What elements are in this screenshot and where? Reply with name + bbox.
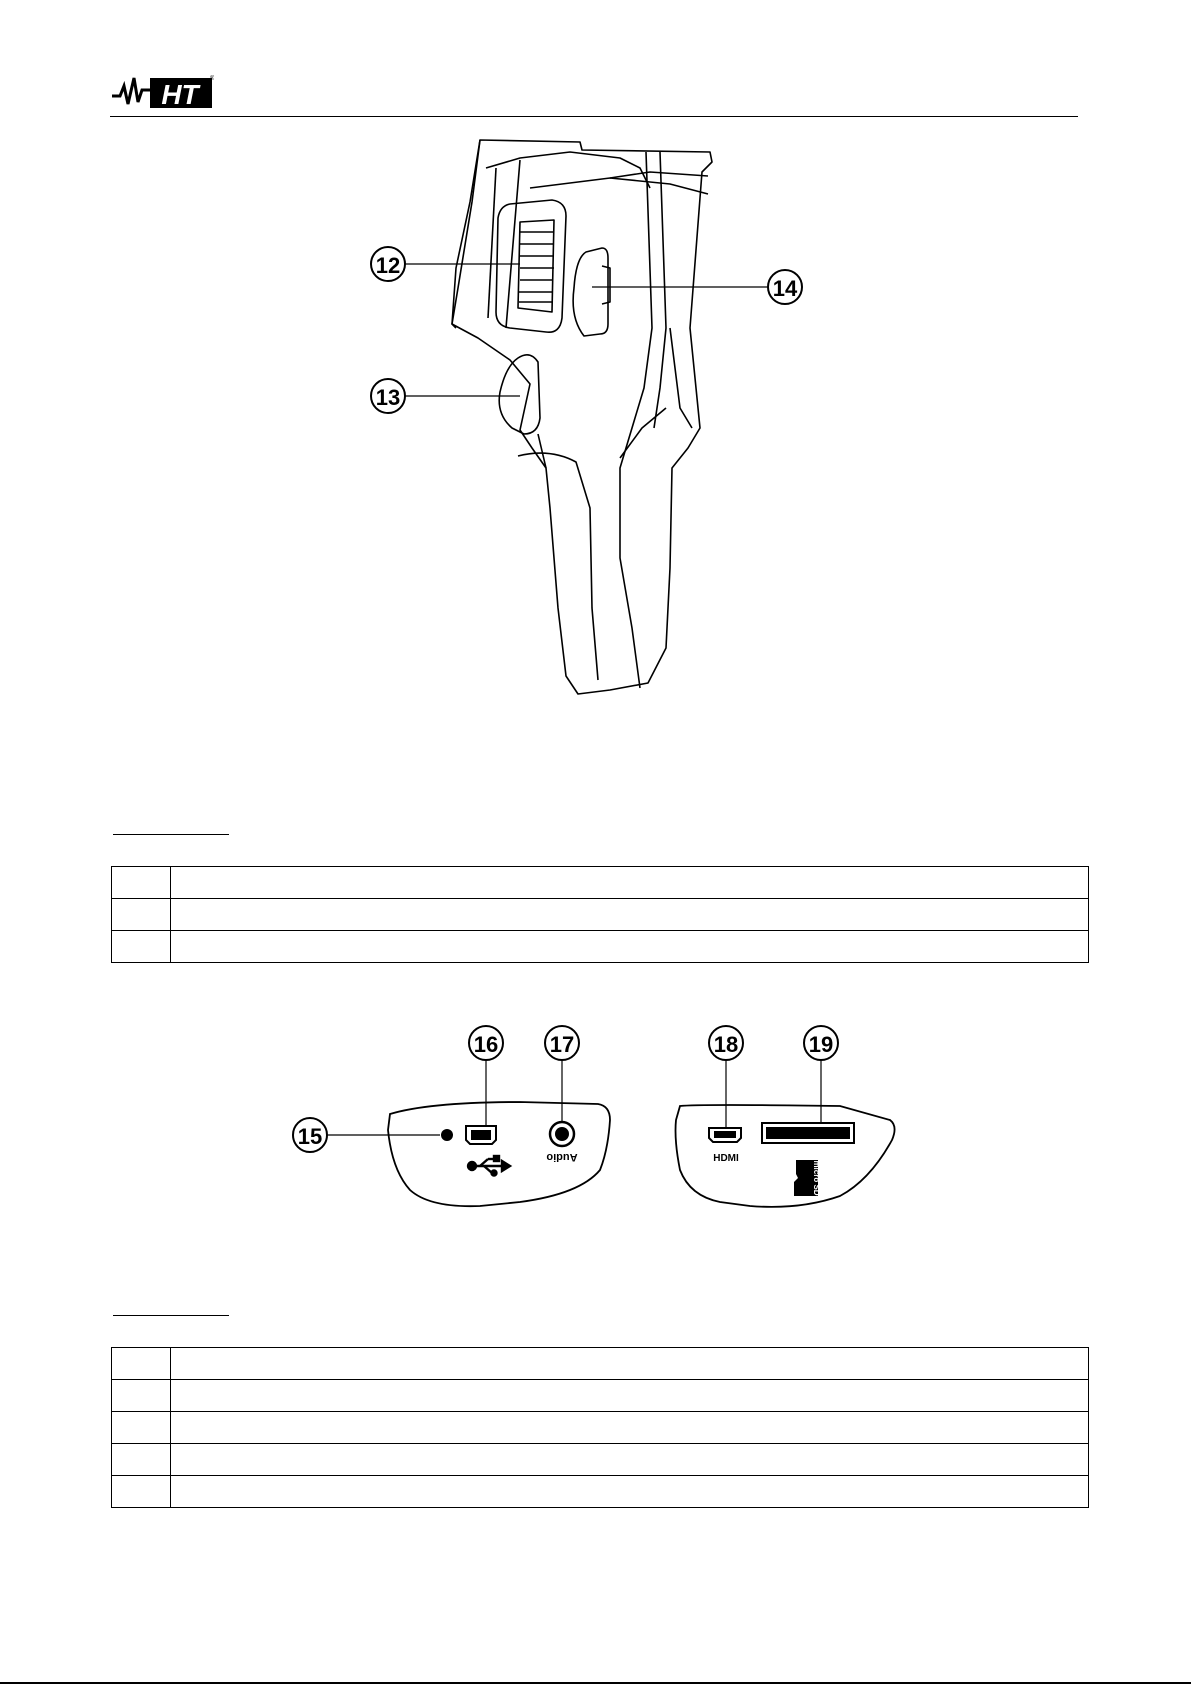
callout-18 (709, 1026, 743, 1128)
legend-title-underline (113, 834, 229, 835)
row-description (171, 1476, 1089, 1508)
mini-usb-port (466, 1126, 496, 1144)
instrument-grip-figure (370, 128, 810, 758)
svg-text:16: 16 (473, 1032, 499, 1057)
footer-rule (0, 1682, 1191, 1684)
audio-label: Audio (546, 1151, 578, 1163)
callout-19 (804, 1026, 838, 1123)
row-number (112, 1476, 171, 1508)
svg-text:13: 13 (375, 385, 401, 410)
row-description (171, 867, 1089, 899)
micro-sd-slot (762, 1123, 854, 1143)
table-row (112, 1444, 1089, 1476)
svg-text:19: 19 (808, 1032, 834, 1057)
row-number (112, 1412, 171, 1444)
row-description (171, 1348, 1089, 1380)
table-row (112, 1380, 1089, 1412)
table-row (112, 1476, 1089, 1508)
callout-16 (469, 1026, 503, 1126)
ht-brand-logo (110, 72, 214, 112)
row-description (171, 899, 1089, 931)
callout-17 (545, 1026, 579, 1122)
micro-sd-icon (794, 1160, 821, 1196)
row-number (112, 1444, 171, 1476)
table-row (112, 899, 1089, 931)
hdmi-port (709, 1128, 741, 1142)
row-number (112, 931, 171, 963)
svg-text:17: 17 (549, 1032, 575, 1057)
svg-text:14: 14 (772, 276, 798, 301)
svg-text:15: 15 (297, 1124, 323, 1149)
logo-text: HT (161, 79, 199, 110)
hdmi-label: HDMI (713, 1153, 739, 1164)
table-row (112, 1412, 1089, 1444)
parts-table-grip (111, 866, 1089, 963)
svg-text:18: 18 (713, 1032, 739, 1057)
table-row (112, 1348, 1089, 1380)
usb-icon (468, 1156, 510, 1176)
table-row (112, 867, 1089, 899)
callout-13 (371, 379, 520, 413)
row-number (112, 899, 171, 931)
row-number (112, 867, 171, 899)
audio-jack (550, 1122, 574, 1146)
row-description (171, 931, 1089, 963)
reset-hole (441, 1129, 453, 1141)
row-description (171, 1380, 1089, 1412)
instrument-ports-figure (280, 1010, 920, 1235)
row-description (171, 1412, 1089, 1444)
row-description (171, 1444, 1089, 1476)
table-row (112, 931, 1089, 963)
micro-sd-label: micro SD (812, 1160, 821, 1196)
callout-14 (592, 270, 802, 304)
svg-text:®: ® (210, 76, 214, 82)
legend-title-underline (113, 1315, 229, 1316)
row-number (112, 1380, 171, 1412)
header-rule (110, 116, 1078, 117)
parts-table-ports (111, 1347, 1089, 1508)
svg-text:12: 12 (375, 253, 401, 278)
row-number (112, 1348, 171, 1380)
callout-15 (293, 1118, 440, 1152)
